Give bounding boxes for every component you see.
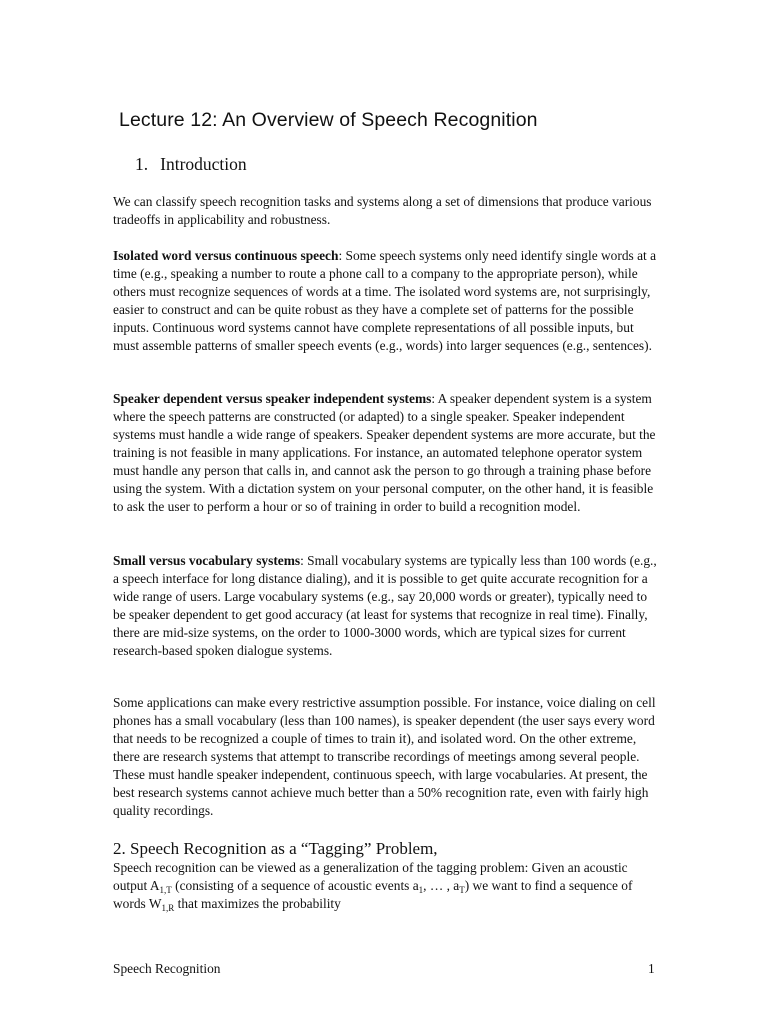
section-1-heading <box>135 154 247 175</box>
footer-title: Speech Recognition <box>113 961 221 976</box>
section-1-title: Introduction <box>160 154 247 174</box>
vocabulary-paragraph <box>113 552 658 660</box>
speaker-dependent-lead: Speaker dependent versus speaker independent systems <box>113 391 432 406</box>
page-number: 1 <box>648 961 655 976</box>
tagging-text-3: , … , a <box>423 878 460 893</box>
tagging-sub-1: 1,T <box>159 885 172 895</box>
vocabulary-lead: Small versus vocabulary systems <box>113 553 301 568</box>
speaker-dependent-paragraph <box>113 390 658 516</box>
tagging-sub-2: 1 <box>418 885 424 895</box>
section-1-number: 1. <box>135 154 149 174</box>
tagging-text-4: ) we want to find a sequence of words W <box>113 878 633 911</box>
applications-paragraph: Some applications can make every restrictive assumption possible. For instance, voice dialing on cell phones has a small vocabulary (less than 100 names), is speaker dependent (the user says every word that needs to be recognized a couple of times to train it), and isolated word. On the other extreme, there are research systems that attempt to transcribe recordings of meetings among several people. These must handle speaker independent, continuous speech, with large vocabularies. At present, the best research systems cannot achieve much better than a 50% recognition rate, even with fairly high quality recordings. <box>113 695 656 818</box>
tagging-sub-4: 1,R <box>161 903 175 913</box>
isolated-word-lead: Isolated word versus continuous speech <box>113 248 339 263</box>
speaker-dependent-body: : A speaker dependent system is a system where the speech patterns are constructed (or adapted) to a single speaker. Speaker independent systems must handle a wide range of speakers. Speaker dependent systems are more accurate, but the training is not feasible in many applications. For instance, an automated telephone operator system must handle any person that calls in, and cannot ask the person to go through a training phase before using the system. With a dictation system on your personal computer, on the other hand, it is feasible to ask the user to perform a hour or so of training in order to build a recognition model. <box>113 391 656 514</box>
isolated-word-paragraph <box>113 247 658 355</box>
tagging-text-2: (consisting of a sequence of acoustic events a <box>171 878 419 893</box>
section-2-heading: 2. Speech Recognition as a “Tagging” Problem, <box>113 839 438 858</box>
tagging-paragraph <box>113 859 658 913</box>
isolated-word-body: : Some speech systems only need identify single words at a time (e.g., speaking a number to route a phone call to a company to the appropriate person), while others must recognize sequences of words at a time. The isolated word systems are, not surprisingly, easier to construct and can be quite robust as they have a complete set of patterns for the possible inputs. Continuous word systems cannot have complete representations of all possible inputs, but must assemble patterns of smaller speech events (e.g., words) into larger sequences (e.g., sentences). <box>113 248 657 353</box>
tagging-text-5: that maximizes the probability <box>174 896 341 911</box>
intro-paragraph: We can classify speech recognition tasks and systems along a set of dimensions that produce various tradeoffs in applicability and robustness. <box>113 194 652 227</box>
vocabulary-body: : Small vocabulary systems are typically less than 100 words (e.g., a speech interface for long distance dialing), and it is possible to get quite accurate recognition for a wide range of users. Large vocabulary systems (e.g., say 20,000 words or greater), typically need to be speaker dependent to get good accuracy (at least for systems that recognize in real time). Finally, there are mid-size systems, on the order to 1000-3000 words, which are typical sizes for current research-based spoken dialogue systems. <box>113 553 657 658</box>
tagging-sub-3: T <box>459 885 465 895</box>
tagging-text-1: Speech recognition can be viewed as a generalization of the tagging problem: Given an acoustic output A <box>113 860 628 893</box>
page-title: Lecture 12: An Overview of Speech Recognition <box>119 109 538 131</box>
